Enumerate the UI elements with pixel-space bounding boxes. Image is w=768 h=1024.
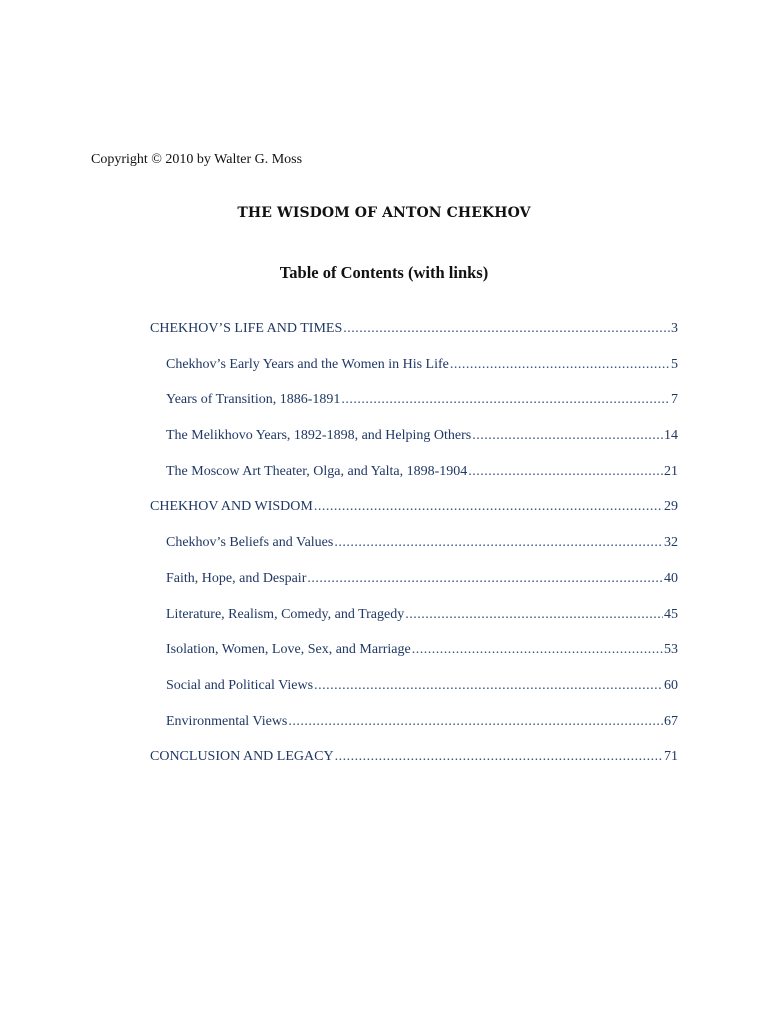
toc-entry-label: Years of Transition, 1886-1891 [166,392,341,408]
toc-page-number: 7 [671,392,678,408]
toc-leader-dots [468,464,663,480]
toc-page-number: 5 [671,356,678,372]
toc-entry-faith-hope-despair[interactable] [150,571,678,607]
toc-entry-label: Faith, Hope, and Despair [166,570,307,586]
toc-entry-label: Environmental Views [166,713,288,729]
toc-page-number: 53 [664,642,678,658]
toc-entry-label: CHEKHOV’S LIFE AND TIMES [150,321,343,336]
toc-leader-dots [334,535,663,551]
toc-entry-label: CONCLUSION AND LEGACY [150,749,334,765]
toc-entry-label: CHEKHOV AND WISDOM [150,499,313,515]
toc-leader-dots [341,392,670,408]
toc-entry-social-political-views[interactable] [150,678,678,714]
toc-leader-dots [314,678,663,694]
toc-page-number: 60 [664,677,678,693]
copyright-notice: Copyright © 2010 by Walter G. Moss [91,152,303,167]
toc-leader-dots [335,749,663,765]
table-of-contents [150,321,678,785]
toc-entry-literature-realism[interactable] [150,607,678,643]
toc-entry-label: The Moscow Art Theater, Olga, and Yalta, 1898-1904 [166,463,468,479]
toc-leader-dots [472,428,663,444]
toc-entry-conclusion-and-legacy[interactable] [150,749,678,785]
toc-entry-label: Literature, Realism, Comedy, and Tragedy [166,606,405,622]
toc-heading: Table of Contents (with links) [279,263,489,282]
toc-entry-label: The Melikhovo Years, 1892-1898, and Helping Others [166,428,472,444]
toc-entry-early-years[interactable] [150,357,678,393]
toc-entry-years-of-transition[interactable] [150,392,678,428]
toc-entry-moscow-art-theater[interactable] [150,464,678,500]
toc-leader-dots [307,571,663,587]
toc-page-number: 71 [664,749,678,765]
toc-page-number: 21 [664,463,678,479]
toc-entry-chekhov-and-wisdom[interactable] [150,499,678,535]
toc-entry-beliefs-and-values[interactable] [150,535,678,571]
toc-page-number: 29 [664,499,678,515]
toc-entry-label: Chekhov’s Beliefs and Values [166,535,334,551]
toc-leader-dots [450,357,670,373]
toc-entry-environmental-views[interactable] [150,714,678,750]
toc-entry-melikhovo-years[interactable] [150,428,678,464]
toc-leader-dots [343,321,670,337]
toc-entry-label: Social and Political Views [166,677,314,693]
toc-leader-dots [314,499,663,515]
toc-page-number: 3 [671,321,678,336]
toc-page-number: 32 [664,535,678,551]
toc-entry-isolation-women-love[interactable] [150,642,678,678]
toc-leader-dots [288,714,663,730]
toc-entry-label: Isolation, Women, Love, Sex, and Marriage [166,642,411,658]
toc-entry-life-and-times[interactable] [150,321,678,357]
toc-entry-label: Chekhov’s Early Years and the Women in His Life [166,356,449,372]
toc-page-number: 14 [664,428,678,444]
toc-page-number: 67 [664,713,678,729]
toc-leader-dots [412,642,663,658]
toc-leader-dots [405,607,663,623]
toc-page-number: 40 [664,570,678,586]
book-title: THE WISDOM OF ANTON CHEKHOV [237,205,531,221]
toc-page-number: 45 [664,606,678,622]
